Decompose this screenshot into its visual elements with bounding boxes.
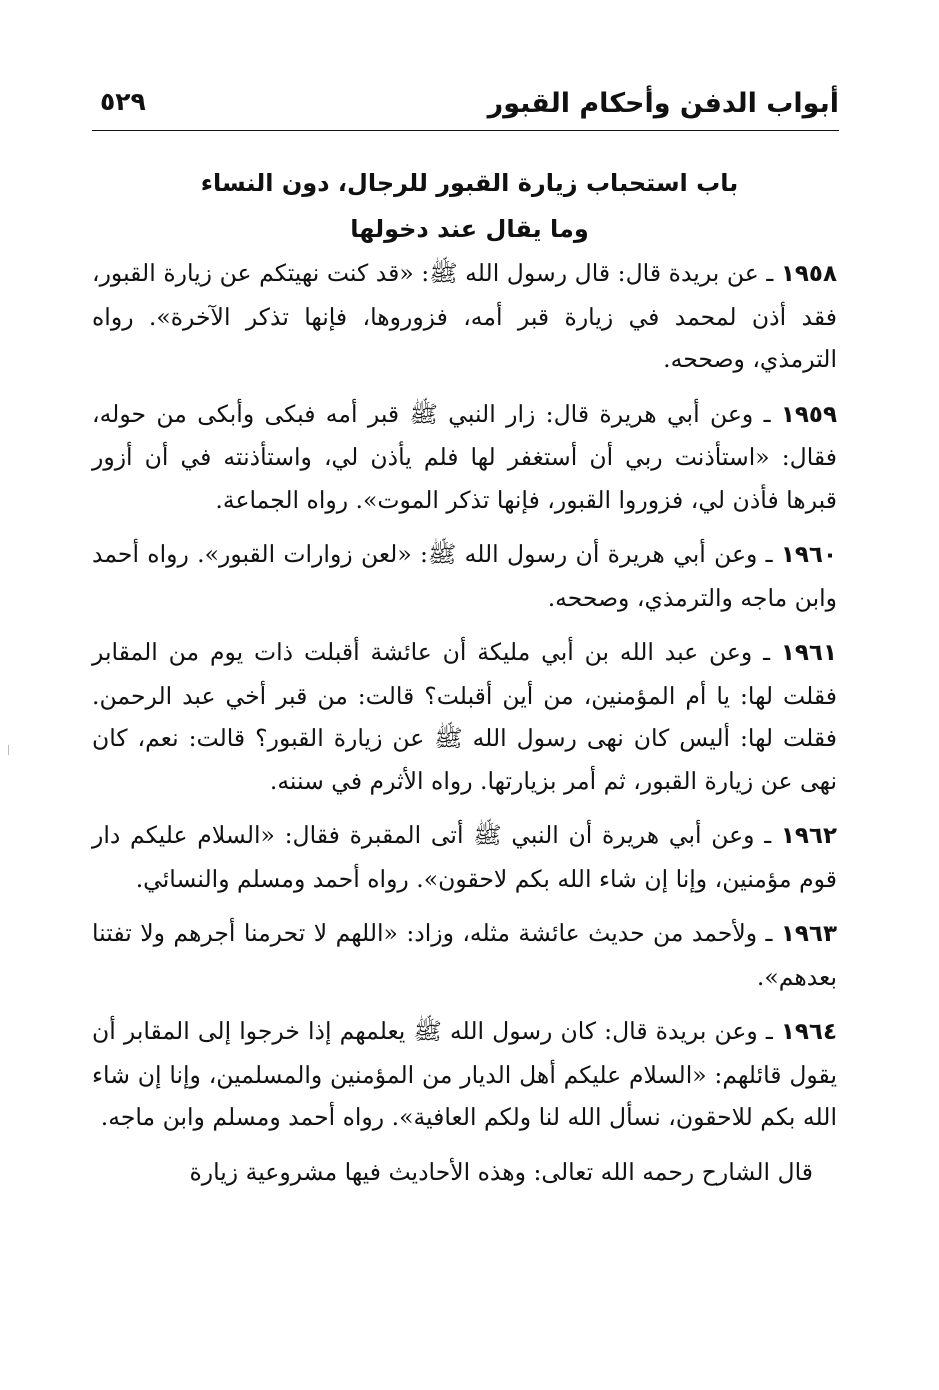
body-text xyxy=(92,252,837,1205)
hadith-text: وعن بريدة قال: كان رسول الله ﷺ يعلمهم إذا خرجوا إلى المقابر أن يقول قائلهم: «السلام عليكم أهل الديار من المؤمنين والمسلمين، وإنا إن شاء الله بكم للاحقون، نسأل الله لنا ولكم العافية». رواه أحمد ومسلم وابن ماجه. xyxy=(92,1017,837,1131)
hadith-text: عن بريدة قال: قال رسول الله ﷺ: «قد كنت نهيتكم عن زيارة القبور، فقد أذن لمحمد في زيارة قبر أمه، فزوروها، فإنها تذكر الآخرة». رواه الترمذي، وصححه. xyxy=(92,259,837,373)
hadith-number: ١٩٥٩ xyxy=(780,401,837,428)
hadith-number: ١٩٦٤ xyxy=(780,1019,838,1045)
hadith-text: وعن أبي هريرة أن النبي ﷺ أتى المقبرة فقال: «السلام عليكم دار قوم مؤمنين، وإنا إن شاء الله بكم لاحقون». رواه أحمد ومسلم والنسائي. xyxy=(92,821,837,893)
running-header-title: أبواب الدفن وأحكام القبور xyxy=(487,88,839,119)
hadith-number: ١٩٦٢ xyxy=(780,823,837,849)
hadith-separator: ـ xyxy=(758,259,781,287)
hadith-1963 xyxy=(92,912,837,998)
hadith-separator: ـ xyxy=(757,1017,781,1045)
page-number: ٥٢٩ xyxy=(100,87,146,116)
hadith-text: وعن أبي هريرة أن رسول الله ﷺ: «لعن زوارات القبور». رواه أحمد وابن ماجه والترمذي، وصححه. xyxy=(92,540,837,612)
hadith-1959 xyxy=(92,393,837,522)
hadith-1958 xyxy=(92,252,837,381)
hadith-separator: ـ xyxy=(753,399,781,428)
hadith-text: ولأحمد من حديث عائشة مثله، وزاد: «اللهم لا تحرمنا أجرهم ولا تفتنا بعدهم». xyxy=(92,919,837,991)
hadith-number: ١٩٦١ xyxy=(780,640,837,666)
hadith-separator: ـ xyxy=(757,540,781,568)
commentary-paragraph: قال الشارح رحمه الله تعالى: وهذه الأحاديث فيها مشروعية زيارة xyxy=(189,1157,813,1186)
scan-margin-mark xyxy=(8,745,9,755)
chapter-heading xyxy=(140,160,799,252)
hadith-1961 xyxy=(92,631,837,802)
hadith-1962 xyxy=(92,814,837,900)
hadith-separator: ـ xyxy=(754,821,781,849)
hadith-separator: ـ xyxy=(752,638,781,666)
running-header xyxy=(92,78,839,130)
hadith-separator: ـ xyxy=(757,919,781,947)
hadith-1964 xyxy=(92,1010,837,1139)
hadith-text: وعن عبد الله بن أبي مليكة أن عائشة أقبلت ذات يوم من المقابر فقلت لها: يا أم المؤمنين، من أين أقبلت؟ قالت: من قبر أخي عبد الرحمن. فقلت لها: أليس كان نهى رسول الله ﷺ عن زيارة القبور؟ قالت: نعم، كان نهى عن زيارة القبور، ثم أمر بزيارتها. رواه الأثرم في سننه. xyxy=(92,638,837,795)
chapter-heading-line-2: وما يقال عند دخولها xyxy=(350,215,589,243)
hadith-number: ١٩٥٨ xyxy=(780,261,838,287)
hadith-number: ١٩٦٣ xyxy=(780,921,837,947)
hadith-1960 xyxy=(92,533,837,619)
header-rule xyxy=(92,130,839,131)
hadith-number: ١٩٦٠ xyxy=(780,542,838,568)
chapter-heading-line-1: باب استحباب زيارة القبور للرجال، دون النساء xyxy=(200,169,739,197)
hadith-text: وعن أبي هريرة قال: زار النبي ﷺ قبر أمه فبكى وأبكى من حوله، فقال: «استأذنت ربي أن أستغفر لها فلم يأذن لي، واستأذنته في أن أزور قبرها فأذن لي، فزوروا القبور، فإنها تذكر الموت». رواه الجماعة. xyxy=(92,399,837,514)
